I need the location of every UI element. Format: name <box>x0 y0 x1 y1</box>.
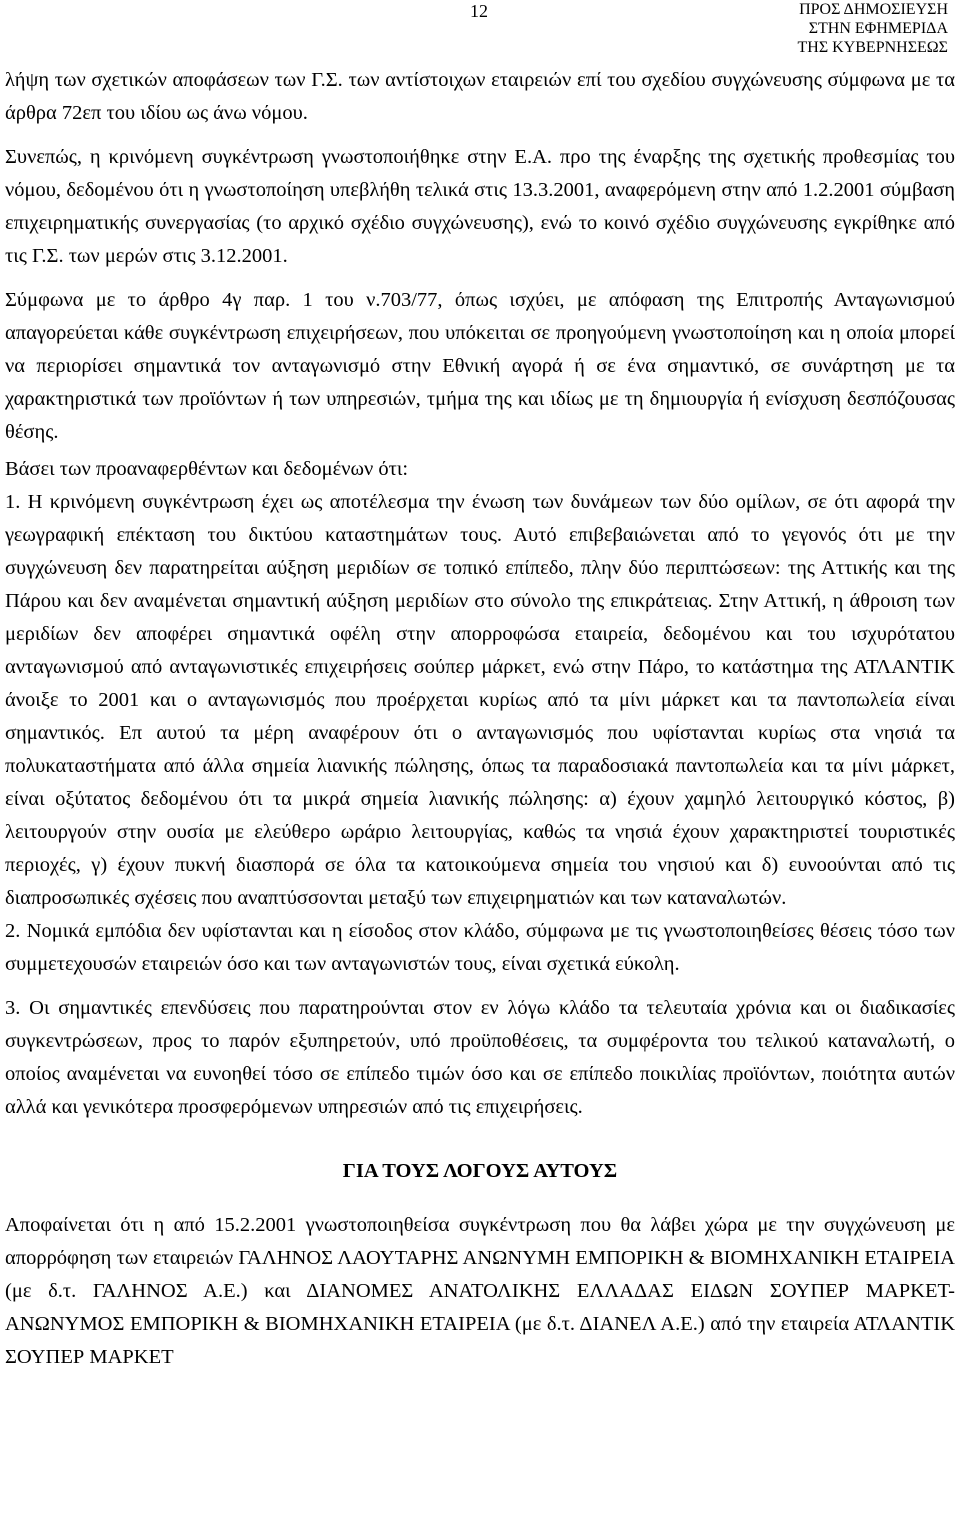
paragraph: 3. Οι σημαντικές επενδύσεις που παρατηρούνται στον εν λόγω κλάδο τα τελευταία χρόνια και οι διαδικασίες συγκεντρώσεων, προς το παρόν εξυπηρετούν, υπό προϋποθέσεις, τα συμφέροντα του τελικού καταναλωτή, ο οποίος αναμένεται να ευνοηθεί τόσο σε επίπεδο τιμών όσο και σε επίπεδο ποικιλίας προϊόντων, ποιότητα αυτών αλλά και γενικότερα προσφερόμενων υπηρεσιών από τις επιχειρήσεις. <box>5 997 955 1118</box>
paragraph: Συνεπώς, η κρινόμενη συγκέντρωση γνωστοποιήθηκε στην Ε.Α. προ της έναρξης της σχετικής προθεσμίας του νόμου, δεδομένου ότι η γνωστοποίηση υπεβλήθη τελικά στις 13.3.2001, αναφερόμενη στην από 1.2.2001 σύμβαση επιχειρηματικής συνεργασίας (το αρχικό σχέδιο συγχώνευσης), ενώ το κοινό σχέδιο συγχώνευσης εγκρίθηκε από τις Γ.Σ. των μερών στις 3.12.2001. <box>5 146 955 267</box>
page-number: 12 <box>470 1 488 21</box>
paragraph: Βάσει των προαναφερθέντων και δεδομένων ότι: <box>5 458 409 480</box>
paragraph: 2. Νομικά εμπόδια δεν υφίστανται και η είσοδος στον κλάδο, σύμφωνα με τις γνωστοποιηθείσες θέσεις τόσο των συμμετεχουσών εταιρειών όσο και των ανταγωνιστών τους, είναι σχετικά εύκολη. <box>5 920 955 975</box>
publication-note-line: ΠΡΟΣ ΔΗΜΟΣΙΕΥΣΗ <box>799 1 948 18</box>
publication-note-line: ΣΤΗΝ ΕΦΗΜΕΡΙΔΑ <box>808 20 948 37</box>
section-heading: ΓΙΑ ΤΟΥΣ ΛΟΓΟΥΣ ΑΥΤΟΥΣ <box>342 1160 618 1182</box>
document-body <box>5 64 955 1374</box>
paragraph: 1. Η κρινόμενη συγκέντρωση έχει ως αποτέλεσμα την ένωση των δυνάμεων των δύο ομίλων, σε ότι αφορά την γεωγραφική επέκταση του δικτύου καταστημάτων τους. Αυτό επιβεβαιώνεται από το γεγονός ότι με την συγχώνευση δεν παρατηρείται αύξηση μεριδίων σε τοπικό επίπεδο, πλην δύο περιπτώσεων: της Αττικής και της Πάρου και δεν αναμένεται σημαντική αύξηση μεριδίων στο σύνολο της επικράτειας. Στην Αττική, η άθροιση των μεριδίων δεν αποφέρει σημαντικά οφέλη στην απορροφώσα εταιρεία, δεδομένου και του ισχυρότατου ανταγωνισμού από ανταγωνιστικές επιχειρήσεις σούπερ μάρκετ, ενώ στην Πάρο, το κατάστημα της ΑΤΛΑΝΤΙΚ άνοιξε το 2001 και ο ανταγωνισμός που προέρχεται κυρίως από τα μίνι μάρκετ και τα παντοπωλεία είναι σημαντικός. Επ αυτού τα μέρη αναφέρουν ότι ο ανταγωνισμός που υφίστανται κυρίως στα νησιά τα πολυκαταστήματα από άλλα σημεία λιανικής πώλησης, όπως τα παραδοσιακά παντοπωλεία και τα μίνι μάρκετ, είναι οξύτατος δεδομένου ότι τα μικρά σημεία λιανικής πώλησης: α) έχουν χαμηλό λειτουργικό κόστος, β) λειτουργούν στην ουσία με ελεύθερο ωράριο λειτουργίας, καθώς τα νησιά έχουν χαρακτηριστεί τουριστικές περιοχές, γ) έχουν πυκνή διασπορά σε όλα τα κατοικούμενα σημεία του νησιού και δ) ευνοούνται από τις διαπροσωπικές σχέσεις που αναπτύσσονται μεταξύ των επιχειρηματιών και των καταναλωτών. <box>5 491 955 909</box>
publication-note-line: ΤΗΣ ΚΥΒΕΡΝΗΣΕΩΣ <box>797 39 948 56</box>
paragraph: Σύμφωνα με το άρθρο 4γ παρ. 1 του ν.703/77, όπως ισχύει, με απόφαση της Επιτροπής Ανταγωνισμού απαγορεύεται κάθε συγκέντρωση επιχειρήσεων, που υπόκειται σε προηγούμενη γνωστοποίηση και η οποία μπορεί να περιορίσει σημαντικά τον ανταγωνισμό στην Εθνική αγορά ή σε ένα σημαντικό, σε συνάρτηση με τα χαρακτηριστικά των προϊόντων ή των υπηρεσιών, τμήμα της και ιδίως με τη δημιουργία ή ενίσχυση δεσπόζουσας θέσης. <box>5 289 955 443</box>
paragraph: λήψη των σχετικών αποφάσεων των Γ.Σ. των αντίστοιχων εταιρειών επί του σχεδίου συγχώνευσης σύμφωνα με τα άρθρα 72επ του ιδίου ως άνω νόμου. <box>5 69 955 124</box>
publication-note <box>798 0 949 57</box>
closing-paragraph: Αποφαίνεται ότι η από 15.2.2001 γνωστοποιηθείσα συγκέντρωση που θα λάβει χώρα με την συγχώνευση με απορρόφηση των εταιρειών ΓΑΛΗΝΟΣ ΛΑΟΥΤΑΡΗΣ ΑΝΩΝΥΜΗ ΕΜΠΟΡΙΚΗ & ΒΙΟΜΗΧΑΝΙΚΗ ΕΤΑΙΡΕΙΑ (με δ.τ. ΓΑΛΗΝΟΣ Α.Ε.) και ΔΙΑΝΟΜΕΣ ΑΝΑΤΟΛΙΚΗΣ ΕΛΛΑΔΑΣ ΕΙΔΩΝ ΣΟΥΠΕΡ ΜΑΡΚΕΤ- ΑΝΩΝΥΜΟΣ ΕΜΠΟΡΙΚΗ & ΒΙΟΜΗΧΑΝΙΚΗ ΕΤΑΙΡΕΙΑ (με δ.τ. ΔΙΑΝΕΛ Α.Ε.) από την εταιρεία ΑΤΛΑΝΤΙΚ ΣΟΥΠΕΡ ΜΑΡΚΕΤ <box>5 1214 955 1368</box>
